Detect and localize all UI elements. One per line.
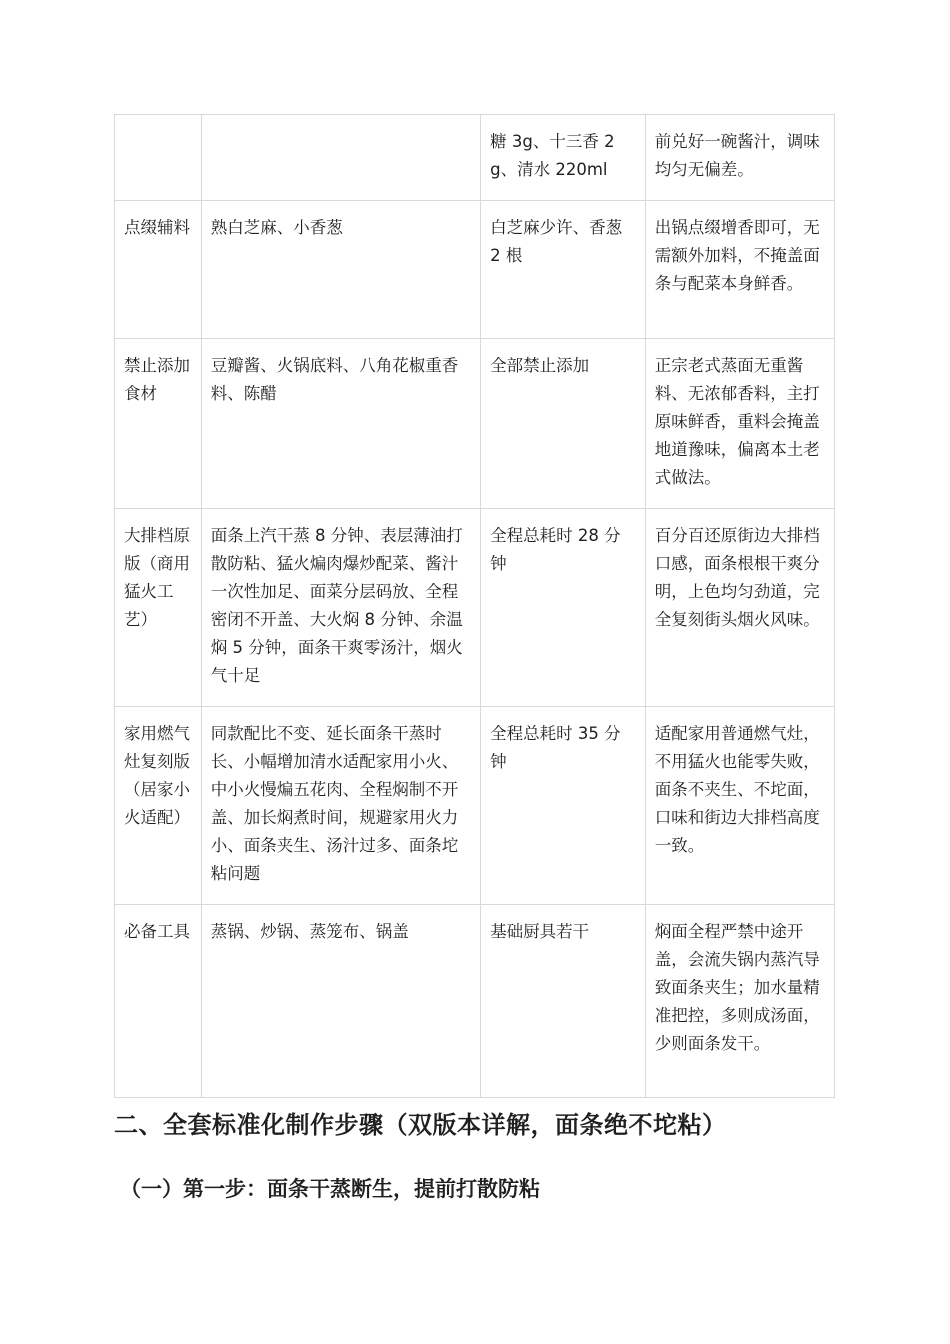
table-cell-amount: 白芝麻少许、香葱 2 根 <box>481 201 646 339</box>
table-cell-note: 百分百还原街边大排档口感，面条根根干爽分明，上色均匀劲道，完全复刻街头烟火风味。 <box>645 509 834 707</box>
table-cell-ingredients <box>201 115 480 201</box>
table-cell-note: 前兑好一碗酱汁，调味均匀无偏差。 <box>645 115 834 201</box>
table-cell-note: 正宗老式蒸面无重酱料、无浓郁香料，主打原味鲜香，重料会掩盖地道豫味，偏离本土老式做法。 <box>645 339 834 509</box>
table-row <box>115 509 835 707</box>
table-row <box>115 115 835 201</box>
table-cell-category: 家用燃气灶复刻版（居家小火适配） <box>115 707 202 905</box>
table-row <box>115 707 835 905</box>
table-cell-ingredients: 豆瓣酱、火锅底料、八角花椒重香料、陈醋 <box>201 339 480 509</box>
table-cell-ingredients: 面条上汽干蒸 8 分钟、表层薄油打散防粘、猛火煸肉爆炒配菜、酱汁一次性加足、面菜分层码放、全程密闭不开盖、大火焖 8 分钟、余温焖 5 分钟，面条干爽零汤汁，烟火气十足 <box>201 509 480 707</box>
table-row <box>115 339 835 509</box>
table-cell-ingredients: 熟白芝麻、小香葱 <box>201 201 480 339</box>
table-cell-amount: 全程总耗时 35 分钟 <box>481 707 646 905</box>
table-cell-amount: 基础厨具若干 <box>481 905 646 1098</box>
table-cell-note: 适配家用普通燃气灶，不用猛火也能零失败，面条不夹生、不坨面，口味和街边大排档高度一致。 <box>645 707 834 905</box>
table-cell-amount: 糖 3g、十三香 2g、清水 220ml <box>481 115 646 201</box>
table-cell-category: 点缀辅料 <box>115 201 202 339</box>
subsection-heading: （一）第一步：面条干蒸断生，提前打散防粘 <box>120 1177 540 1201</box>
section-heading: 二、全套标准化制作步骤（双版本详解，面条绝不坨粘） <box>114 1111 727 1139</box>
table-cell-category: 禁止添加食材 <box>115 339 202 509</box>
table-cell-category: 大排档原版（商用猛火工艺） <box>115 509 202 707</box>
table-cell-category: 必备工具 <box>115 905 202 1098</box>
table-cell-note: 出锅点缀增香即可，无需额外加料，不掩盖面条与配菜本身鲜香。 <box>645 201 834 339</box>
table-row <box>115 905 835 1098</box>
table-cell-ingredients: 同款配比不变、延长面条干蒸时长、小幅增加清水适配家用小火、中小火慢煸五花肉、全程焖制不开盖、加长焖煮时间，规避家用火力小、面条夹生、汤汁过多、面条坨粘问题 <box>201 707 480 905</box>
table-cell-amount: 全程总耗时 28 分钟 <box>481 509 646 707</box>
table-cell-note: 焖面全程严禁中途开盖，会流失锅内蒸汽导致面条夹生；加水量精准把控，多则成汤面，少则面条发干。 <box>645 905 834 1098</box>
table-row <box>115 201 835 339</box>
table-cell-amount: 全部禁止添加 <box>481 339 646 509</box>
recipe-table <box>114 114 835 1098</box>
table-cell-ingredients: 蒸锅、炒锅、蒸笼布、锅盖 <box>201 905 480 1098</box>
table-cell-category <box>115 115 202 201</box>
